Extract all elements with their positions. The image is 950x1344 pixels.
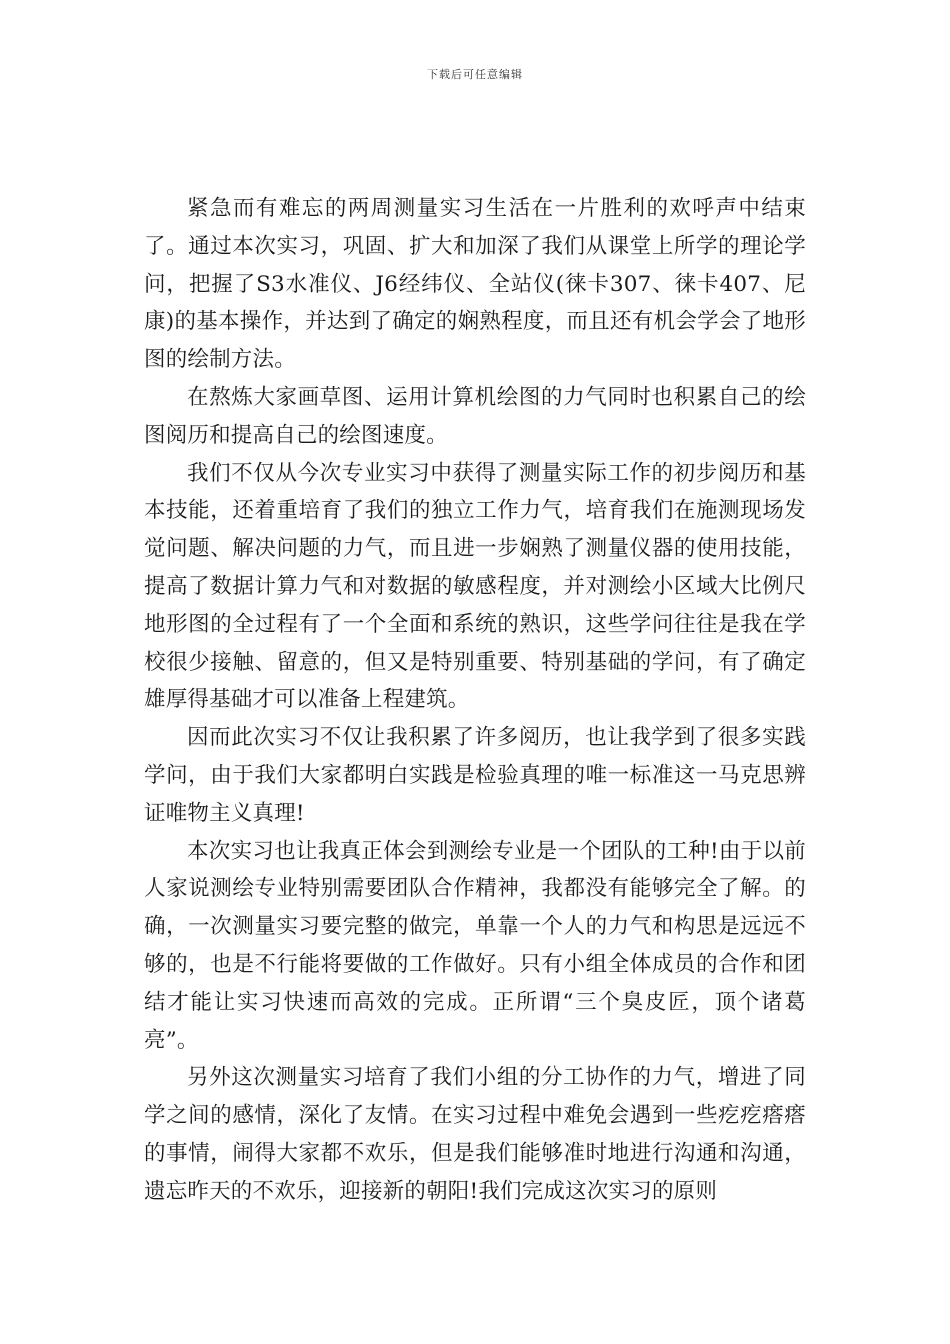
document-body [144,190,806,1211]
paragraph: 本次实习也让我真正体会到测绘专业是一个团队的工种!由于以前人家说测绘专业特别需要团队合作精神，我都没有能够完全了解。的确，一次测量实习要完整的做完，单靠一个人的力气和构思是远远不够的，也是不行能将要做的工作做好。只有小组全体成员的合作和团结才能让实习快速而高效的完成。正所谓“三个臭皮匠，顶个诸葛亮”。 [144,838,806,1053]
paragraph: 我们不仅从今次专业实习中获得了测量实际工作的初步阅历和基本技能，还着重培育了我们的独立工作力气，培育我们在施测现场发觉问题、解决问题的力气，而且进一步娴熟了测量仪器的使用技能，提高了数据计算力气和对数据的敏感程度，并对测绘小区域大比例尺地形图的全过程有了一个全面和系统的熟识，这些学问往往是我在学校很少接触、留意的，但又是特别重要、特别基础的学问，有了确定雄厚得基础才可以准备上程建筑。 [144,460,806,713]
paragraph: 紧急而有难忘的两周测量实习生活在一片胜利的欢呼声中结束了。通过本次实习，巩固、扩大和加深了我们从课堂上所学的理论学问，把握了S3水准仪、J6经纬仪、全站仪(徕卡307、徕卡407、尼康)的基本操作，并达到了确定的娴熟程度，而且还有机会学会了地形图的绘制方法。 [144,196,806,373]
header-note: 下载后可任意编辑 [427,68,523,81]
paragraph: 另外这次测量实习培育了我们小组的分工协作的力气，增进了同学之间的感情，深化了友情。在实习过程中难免会遇到一些疙疙瘩瘩的事情，闹得大家都不欢乐，但是我们能够准时地进行沟通和沟通，遗忘昨天的不欢乐，迎接新的朝阳!我们完成这次实习的原则 [144,1065,806,1204]
paragraph: 因而此次实习不仅让我积累了许多阅历，也让我学到了很多实践学问，由于我们大家都明白实践是检验真理的唯一标准这一马克思辨证唯物主义真理! [144,725,806,826]
paragraph: 在熬炼大家画草图、运用计算机绘图的力气同时也积累自己的绘图阅历和提高自己的绘图速度。 [144,384,806,448]
